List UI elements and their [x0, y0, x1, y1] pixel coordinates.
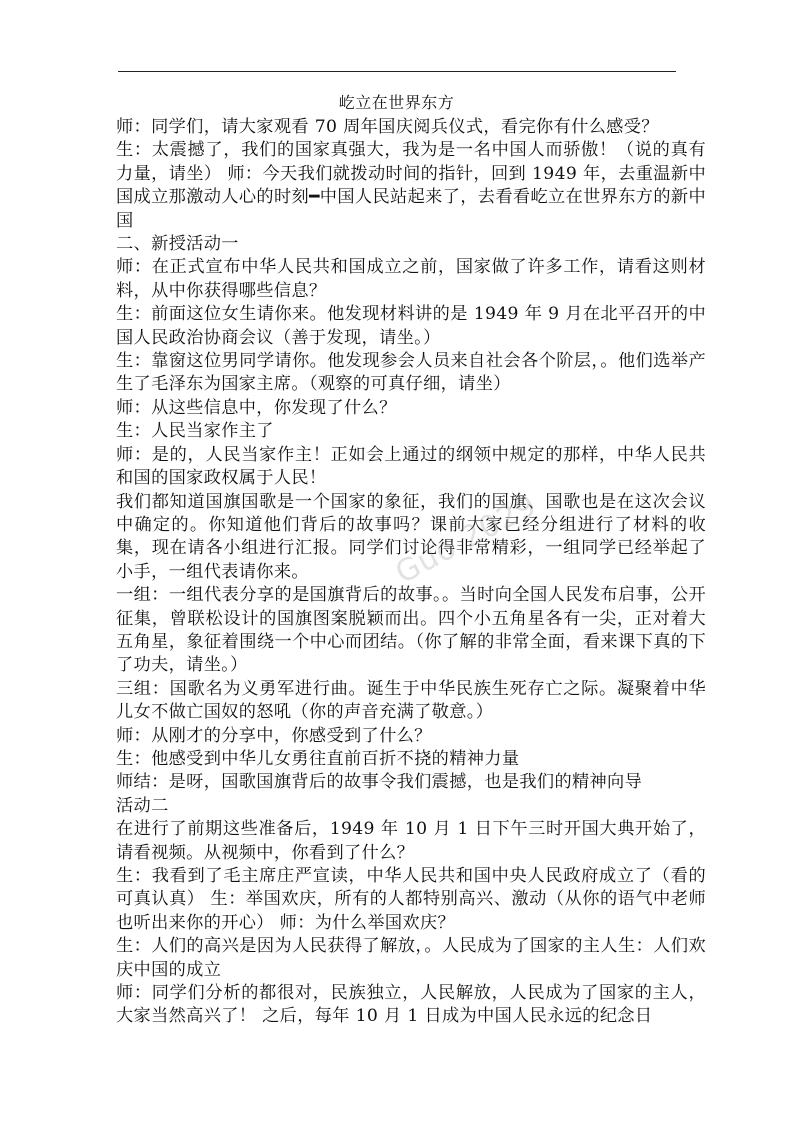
- paragraph: 我们都知道国旗国歌是一个国家的象征，我们的国旗、国歌也是在这次会议中确定的。你知道他们背后的故事吗？课前大家已经分组进行了材料的收集，现在请各小组进行汇报。同学们讨论得非常精彩，一组同学已经举起了小手，一组代表请你来。: [116, 491, 706, 582]
- paragraph: 师：从这些信息中，你发现了什么？: [116, 397, 397, 418]
- paragraph: 师：是的，人民当家作主！正如会上通过的纲领中规定的那样，中华人民共和国的国家政权属于人民！: [116, 444, 706, 489]
- document-body: [116, 116, 706, 1029]
- paragraph: 师：同学们，请大家观看 70 周年国庆阅兵仪式，看完你有什么感受？: [116, 117, 659, 137]
- paragraph: 生：人民当家作主了: [116, 421, 274, 442]
- paragraph: 师：从刚才的分享中，你感受到了什么？: [116, 725, 432, 746]
- paragraph: 师：在正式宣布中华人民共和国成立之前，国家做了许多工作，请看这则材料，从中你获得哪些信息？: [116, 257, 706, 301]
- document-title: 屹立在世界东方: [338, 93, 455, 112]
- paragraph: 三组：国歌名为义勇军进行曲。诞生于中华民族生死存亡之际。凝聚着中华儿女不做亡国奴的怒吼（你的声音充满了敬意。）: [116, 678, 706, 723]
- section-heading: 二、新授活动一: [116, 234, 239, 255]
- paragraph: 生：我看到了毛主席庄严宣读，中华人民共和国中央人民政府成立了（看的可真认真） 生：举国欢庆，所有的人都特别高兴、激动（从你的语气中老师也听出来你的开心） 师：为什么举国欢庆？: [116, 866, 706, 933]
- paragraph: 生：靠窗这位男同学请你。他发现参会人员来自社会各个阶层，。他们选举产生了毛泽东为国家主席。（观察的可真仔细，请坐）: [116, 351, 706, 395]
- paragraph: 师：同学们分析的都很对，民族独立，人民解放，人民成为了国家的主人，大家当然高兴了！ 之后，每年 10 月 1 日成为中国人民永远的纪念日: [116, 983, 706, 1027]
- section-heading: 活动二: [116, 795, 169, 816]
- paragraph: 生：前面这位女生请你来。他发现材料讲的是 1949 年 9 月在北平召开的中国人民政治协商会议（善于发现，请坐。）: [116, 304, 706, 348]
- paragraph: 生：人们的高兴是因为人民获得了解放，。人民成为了国家的主人生：人们欢庆中国的成立: [116, 936, 706, 980]
- paragraph: 在进行了前期这些准备后，1949 年 10 月 1 日下午三时开国大典开始了，请看视频。从视频中，你看到了什么？: [116, 819, 706, 863]
- paragraph: 一组：一组代表分享的是国旗背后的故事。。当时向全国人民发布启事，公开征集，曾联松设计的国旗图案脱颖而出。四个小五角星各有一尖，正对着大五角星，象征着围绕一个中心而团结。（你了解的非常全面，看来课下真的下了功夫，请坐。）: [116, 585, 706, 676]
- header-rule: [118, 71, 676, 72]
- paragraph: 生：他感受到中华儿女勇往直前百折不挠的精神力量: [116, 748, 520, 769]
- watermark: Guo 2029: [390, 487, 543, 591]
- paragraph: 师结：是呀，国歌国旗背后的故事令我们震撼，也是我们的精神向导: [116, 772, 643, 793]
- paragraph: 生：太震撼了，我们的国家真强大，我为是一名中国人而骄傲！（说的真有力量，请坐） 师：今天我们就拨动时间的指针，回到 1949 年，去重温新中国成立那激动人心的时刻━中国人民站起来了，去看看屹立在世界东方的新中国: [116, 140, 706, 231]
